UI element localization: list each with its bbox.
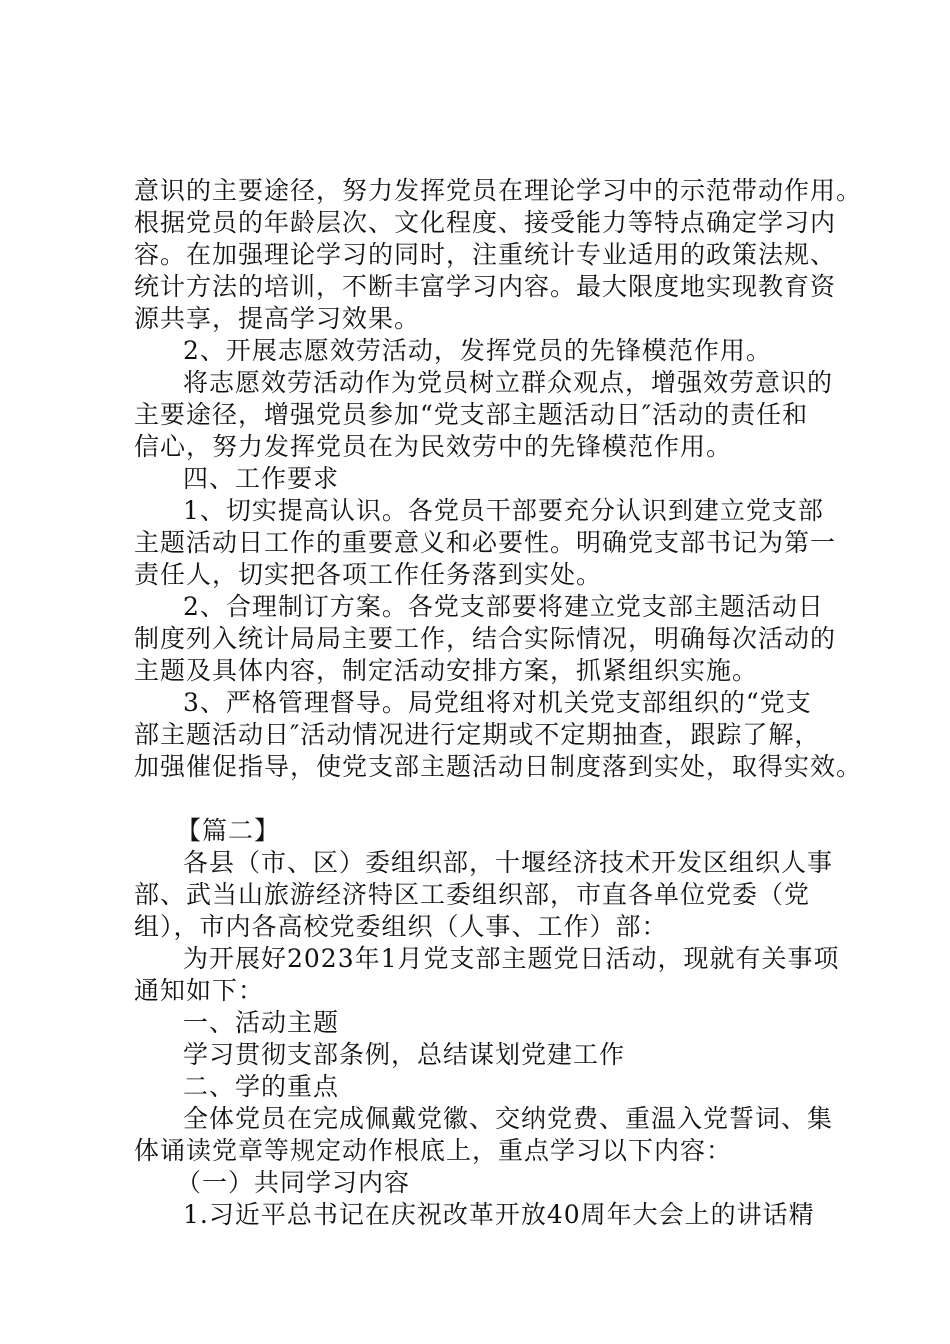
text-line: 主要途径，增强党员参加“党支部主题活动日″活动的责任和 <box>134 400 809 429</box>
text-line: 1、切实提高认识。各党员干部要充分认识到建立党支部 <box>183 496 824 525</box>
section-title: 【篇二】 <box>176 816 281 845</box>
text-line: 意识的主要途径，努力发挥党员在理论学习中的示范带动作用。 <box>134 176 863 205</box>
text-line: 全体党员在完成佩戴党徽、交纳党费、重温入党誓词、集 <box>183 1104 834 1133</box>
text-line: 统计方法的培训，不断丰富学习内容。最大限度地实现教育资 <box>134 272 837 301</box>
text-line: 部主题活动日″活动情况进行定期或不定期抽查，跟踪了解， <box>134 720 821 749</box>
section-heading: 2、开展志愿效劳活动，发挥党员的先锋模范作用。 <box>183 336 772 365</box>
text-line: 组），市内各高校党委组织（人事、工作）部： <box>134 912 668 941</box>
section-heading: 一、活动主题 <box>183 1008 340 1037</box>
text-line: 为开展好2023年1月党支部主题党日活动，现就有关事项 <box>183 944 840 973</box>
section-heading: 四、工作要求 <box>183 464 340 493</box>
section-heading: （一）共同学习内容 <box>176 1168 411 1197</box>
text-line: 3、严格管理督导。局党组将对机关党支部组织的“党支 <box>183 688 812 717</box>
text-line: 源共享，提高学习效果。 <box>134 304 421 333</box>
text-line: 容。在加强理论学习的同时，注重统计专业适用的政策法规、 <box>134 240 837 269</box>
text-line: 通知如下： <box>134 976 265 1005</box>
text-line: 将志愿效劳活动作为党员树立群众观点，增强效劳意识的 <box>183 368 834 397</box>
text-line: 制度列入统计局局主要工作，结合实际情况，明确每次活动的 <box>134 624 837 653</box>
text-line: 加强催促指导，使党支部主题活动日制度落到实处，取得实效。 <box>134 752 863 781</box>
text-line: 1.习近平总书记在庆祝改革开放40周年大会上的讲话精 <box>183 1200 815 1229</box>
text-line: 各县（市、区）委组织部，十堰经济技术开发区组织人事 <box>183 848 834 877</box>
section-heading: 二、学的重点 <box>183 1072 340 1101</box>
text-line: 部、武当山旅游经济特区工委组织部，市直各单位党委（党 <box>134 880 811 909</box>
text-line: 体诵读党章等规定动作根底上，重点学习以下内容： <box>134 1136 733 1165</box>
text-line: 学习贯彻支部条例，总结谋划党建工作 <box>183 1040 626 1069</box>
text-line: 主题活动日工作的重要意义和必要性。明确党支部书记为第一 <box>134 528 837 557</box>
text-line: 信心，努力发挥党员在为民效劳中的先锋模范作用。 <box>134 432 733 461</box>
text-line: 主题及具体内容，制定活动安排方案，抓紧组织实施。 <box>134 656 759 685</box>
text-line: 责任人，切实把各项工作任务落到实处。 <box>134 560 603 589</box>
text-line: 2、合理制订方案。各党支部要将建立党支部主题活动日 <box>183 592 824 621</box>
text-line: 根据党员的年龄层次、文化程度、接受能力等特点确定学习内 <box>134 208 837 237</box>
